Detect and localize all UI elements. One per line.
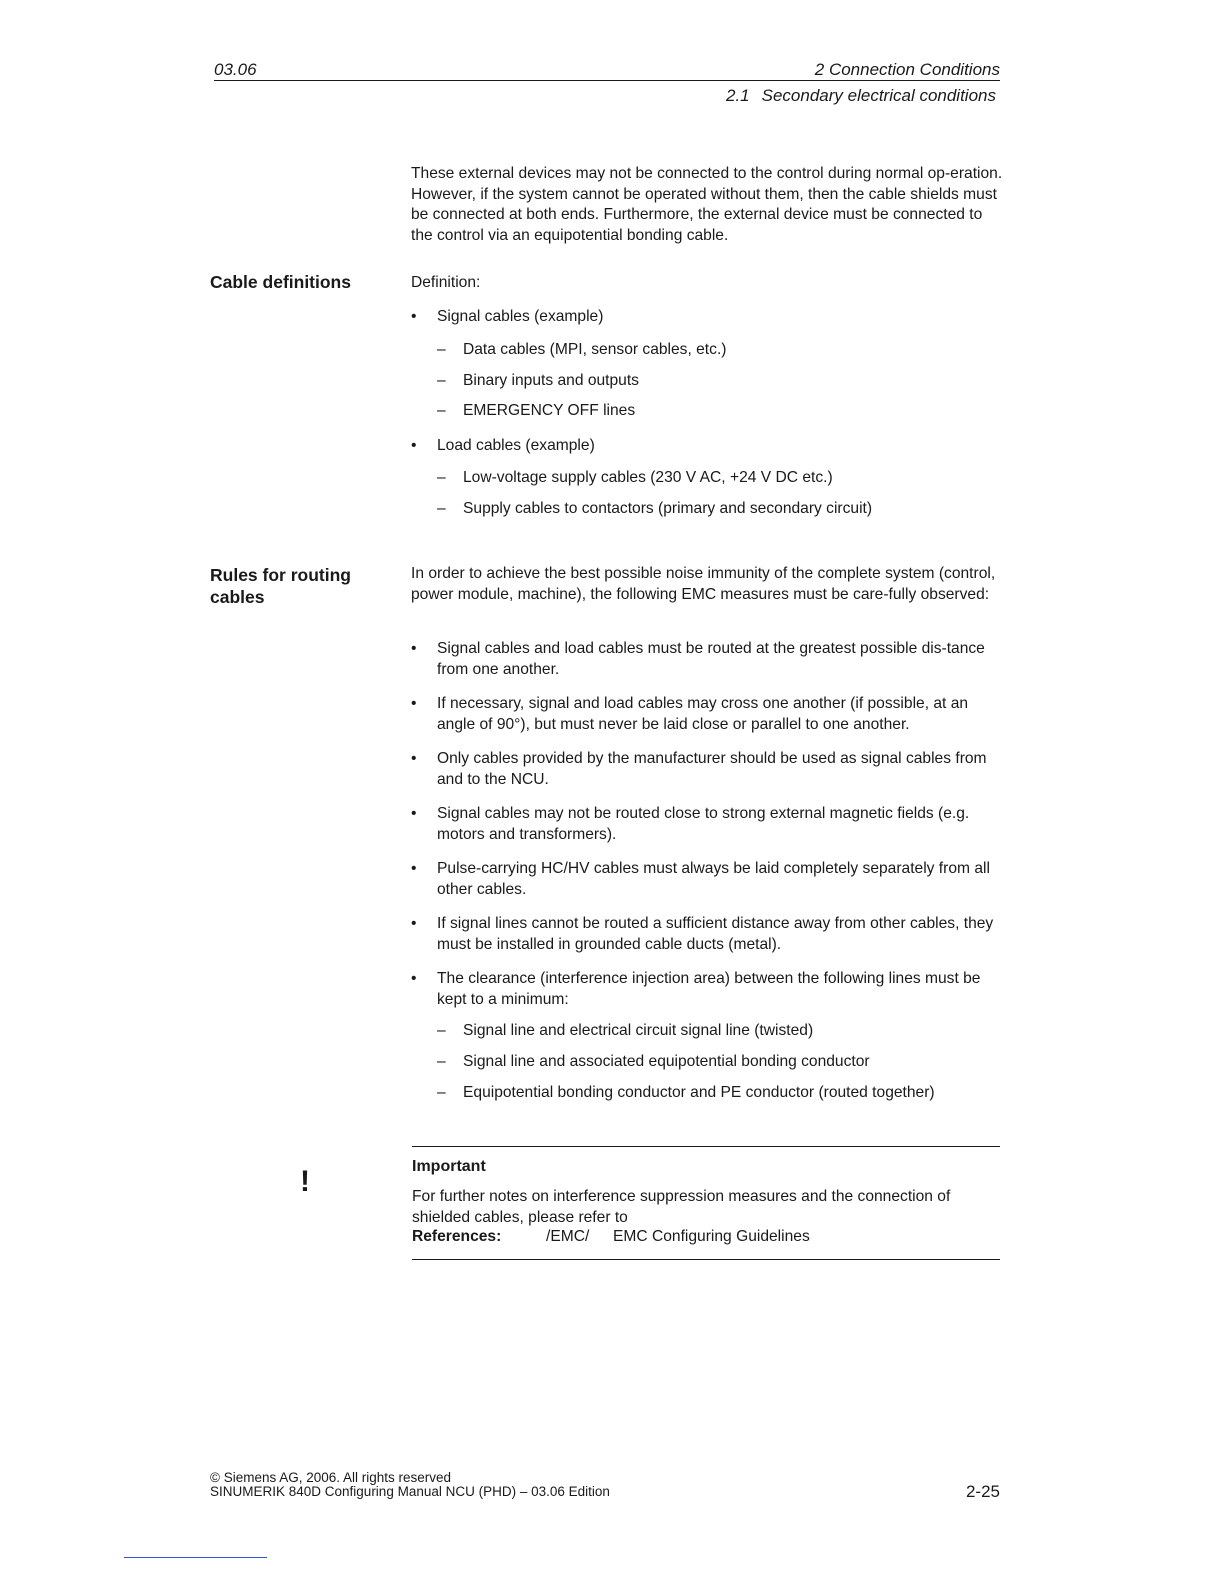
routing-rules-heading: Rules for routing cables (210, 565, 351, 607)
bullet-icon: • (411, 970, 417, 987)
note-bottom-rule (412, 1259, 1000, 1260)
list-item-text: Data cables (MPI, sensor cables, etc.) (463, 341, 727, 358)
list-item-text: Signal line and associated equipotential bonding conductor (463, 1053, 870, 1070)
bullet-icon: • (411, 805, 417, 822)
header-edition: 03.06 (214, 60, 257, 79)
list-item-text: Binary inputs and outputs (463, 372, 639, 389)
list-item-text: Supply cables to contactors (primary and secondary circuit) (463, 500, 873, 517)
definition-label: Definition: (411, 274, 481, 291)
list-item-text: Signal line and electrical circuit signal line (twisted) (463, 1022, 814, 1039)
section-number: 2.1 (726, 86, 750, 105)
warning-icon: ! (300, 1165, 310, 1198)
bullet-icon: • (411, 695, 417, 712)
list-item-text: Signal cables and load cables must be routed at the greatest possible dis-tance from one another. (437, 640, 985, 678)
bullet-icon: • (411, 640, 417, 657)
signal-cables-label: Signal cables (example) (437, 308, 604, 325)
bullet-icon: • (411, 308, 417, 325)
list-item-text: The clearance (interference injection area) between the following lines must be kept to a minimum: (437, 970, 981, 1008)
list-item-text: Low-voltage supply cables (230 V AC, +24 V DC etc.) (463, 469, 833, 486)
footer-manual: SINUMERIK 840D Configuring Manual NCU (PHD) – 03.06 Edition (210, 1484, 610, 1499)
dash-icon: – (437, 500, 446, 517)
dash-icon: – (437, 1084, 446, 1101)
bullet-icon: • (411, 437, 417, 454)
footer-copyright: © Siemens AG, 2006. All rights reserved (210, 1470, 452, 1485)
list-item-text: Pulse-carrying HC/HV cables must always be laid completely separately from all other cables. (437, 860, 990, 898)
bullet-icon: • (411, 915, 417, 932)
dash-icon: – (437, 1022, 446, 1039)
cable-definitions-heading: Cable definitions (210, 272, 351, 292)
list-item-text: If signal lines cannot be routed a sufficient distance away from other cables, they must be installed in grounded cable ducts (metal). (437, 915, 994, 953)
intro-paragraph: These external devices may not be connected to the control during normal op-eration. However, if the system cannot be operated without them, then the cable shields must be connected at both ends. Furthermore, the external device must be connected to the control via an equipotential bonding cable. (411, 165, 1003, 244)
bullet-icon: • (411, 860, 417, 877)
note-title: Important (412, 1158, 486, 1175)
dash-icon: – (437, 1053, 446, 1070)
bullet-icon: • (411, 750, 417, 767)
dash-icon: – (437, 372, 446, 389)
routing-rules-intro: In order to achieve the best possible noise immunity of the complete system (control, power module, machine), the following EMC measures must be care-fully observed: (411, 565, 996, 603)
page-number: 2-25 (965, 1482, 1000, 1501)
load-cables-label: Load cables (example) (437, 437, 595, 454)
references-label: References: (412, 1228, 502, 1245)
note-top-rule (412, 1146, 1000, 1147)
header-section (726, 86, 996, 106)
dash-icon: – (437, 402, 446, 419)
list-item-text: If necessary, signal and load cables may cross one another (if possible, at an angle of 90°), but must never be laid close or parallel to one another. (437, 695, 969, 733)
list-item-text: Signal cables may not be routed close to strong external magnetic fields (e.g. motors and transformers). (437, 805, 970, 843)
dash-icon: – (437, 469, 446, 486)
list-item-text: Equipotential bonding conductor and PE conductor (routed together) (463, 1084, 935, 1101)
note-text: For further notes on interference suppression measures and the connection of shielded cables, please refer to (412, 1188, 951, 1226)
reference-code: /EMC/ (546, 1228, 590, 1245)
footnote-rule (124, 1557, 267, 1558)
list-item-text: Only cables provided by the manufacturer should be used as signal cables from and to the NCU. (437, 750, 987, 788)
dash-icon: – (437, 341, 446, 358)
header-chapter: 2 Connection Conditions (814, 60, 1000, 79)
section-title: Secondary electrical conditions (761, 86, 996, 105)
references-row (412, 1227, 810, 1248)
reference-title: EMC Configuring Guidelines (613, 1228, 810, 1245)
header-rule (214, 80, 1000, 81)
list-item-text: EMERGENCY OFF lines (463, 402, 636, 419)
